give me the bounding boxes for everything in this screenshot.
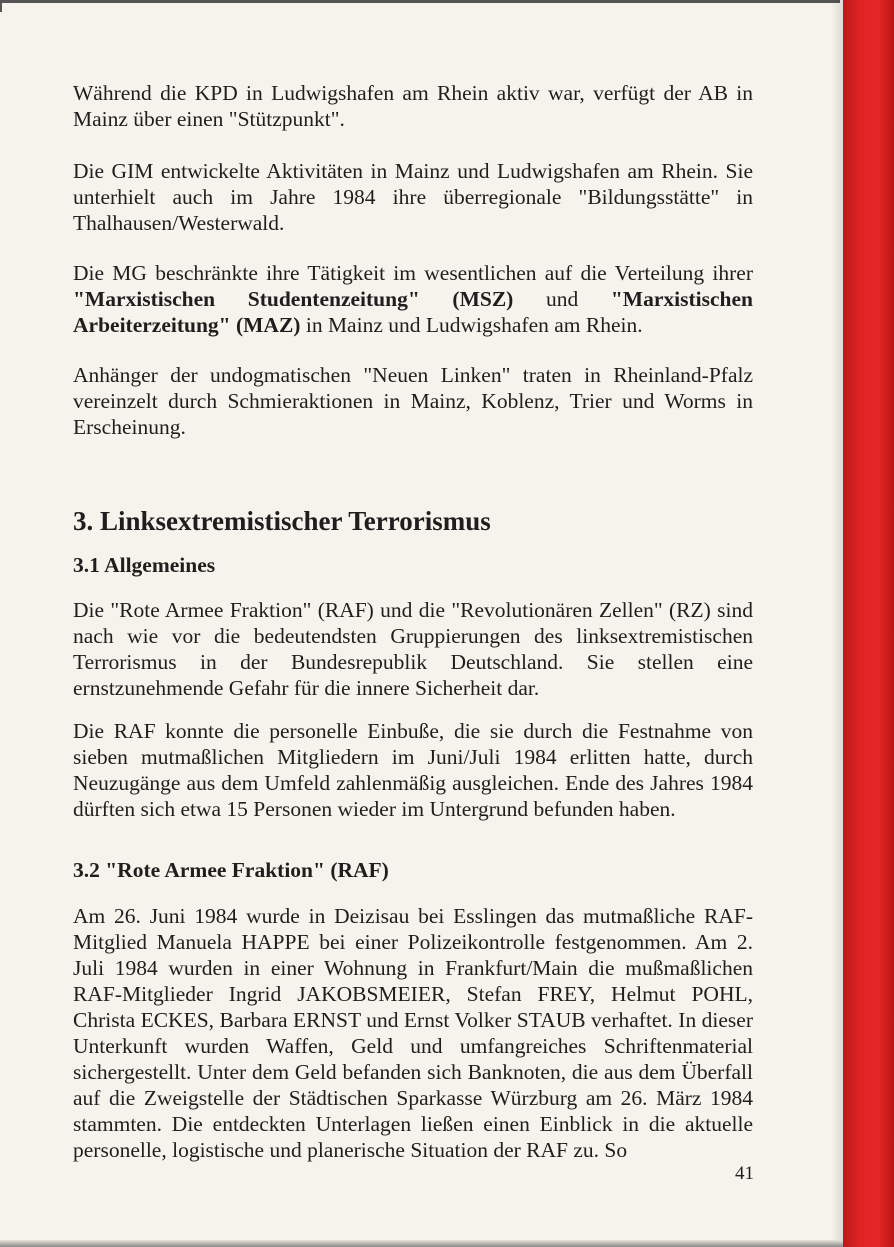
binding-shadow xyxy=(831,0,843,1247)
paragraph-mg-text-2: und xyxy=(513,287,611,311)
paragraph-gim: Die GIM entwickelte Aktivitäten in Mainz und Ludwigshafen am Rhein. Sie unterhielt auch im Jahre 1984 ihre überregionale "Bildungsstätte" in Thalhausen/Westerwald. xyxy=(73,159,753,235)
paragraph-mg-text-3: in Mainz und Ludwigshafen am Rhein. xyxy=(300,313,643,337)
intro-paragraphs xyxy=(73,80,753,440)
paragraph-neue-linke: Anhänger der undogmatischen "Neuen Linken" traten in Rheinland-Pfalz vereinzelt durch Schmieraktionen in Mainz, Koblenz, Trier und Worms in Erscheinung. xyxy=(73,363,753,439)
paragraph-kpd-ab: Während die KPD in Ludwigshafen am Rhein aktiv war, verfügt der AB in Mainz über einen "Stützpunkt". xyxy=(73,81,753,131)
subsection-heading-raf: 3.2 "Rote Armee Fraktion" (RAF) xyxy=(73,858,389,882)
scan-bottom-edge xyxy=(0,1240,843,1247)
scan-left-edge xyxy=(0,0,2,12)
section-heading-terrorismus: 3. Linksextremistischer Terrorismus xyxy=(73,506,491,536)
maz-title: "Marxistischen Arbeiterzeitung" (MAZ) xyxy=(73,287,753,337)
msz-title: "Marxistischen Studentenzeitung" (MSZ) xyxy=(73,287,514,311)
paragraph-raf-personell: Die RAF konnte die personelle Einbuße, die sie durch die Festnahme von sieben mutmaßlichen Mitgliedern im Juni/Juli 1984 erlitten hatte, durch Neuzugänge aus dem Umfeld zahlenmäßig ausgleichen. Ende des Jahres 1984 dürften sich etwa 15 Personen wieder im Untergrund befunden haben. xyxy=(73,719,753,821)
paragraph-mg xyxy=(73,260,753,338)
red-margin-strip xyxy=(843,0,894,1247)
paragraph-raf-rz: Die "Rote Armee Fraktion" (RAF) und die "Revolutionären Zellen" (RZ) sind nach wie vor die bedeutendsten Gruppierungen des linksextremistischen Terrorismus in der Bundesrepublik Deutschland. Sie stellen eine ernstzunehmende Gefahr für die innere Sicherheit dar. xyxy=(73,598,753,700)
paragraph-mg-text-1: Die MG beschränkte ihre Tätigkeit im wesentlichen auf die Verteilung ihrer xyxy=(73,261,753,285)
page-number: 41 xyxy=(735,1163,754,1184)
paragraph-festnahmen: Am 26. Juni 1984 wurde in Deizisau bei Esslingen das mutmaßliche RAF-Mitglied Manuela HAPPE bei einer Polizeikontrolle festgenommen. Am 2. Juli 1984 wurden in einer Wohnung in Frankfurt/Main die mußmaßlichen RAF-Mitglieder Ingrid JAKOBSMEIER, Stefan FREY, Helmut POHL, Christa ECKES, Barbara ERNST und Ernst Volker STAUB verhaftet. In dieser Unterkunft wurden Waffen, Geld und umfangreiches Schriftenmaterial sichergestellt. Unter dem Geld befanden sich Banknoten, die aus dem Überfall auf die Zweigstelle der Städtischen Sparkasse Würzburg am 26. März 1984 stammten. Die entdeckten Unterlagen ließen einen Einblick in die aktuelle personelle, logistische und planerische Situation der RAF zu. So xyxy=(73,904,753,1162)
subsection-heading-allgemeines: 3.1 Allgemeines xyxy=(73,553,216,577)
scan-top-edge xyxy=(0,0,840,3)
